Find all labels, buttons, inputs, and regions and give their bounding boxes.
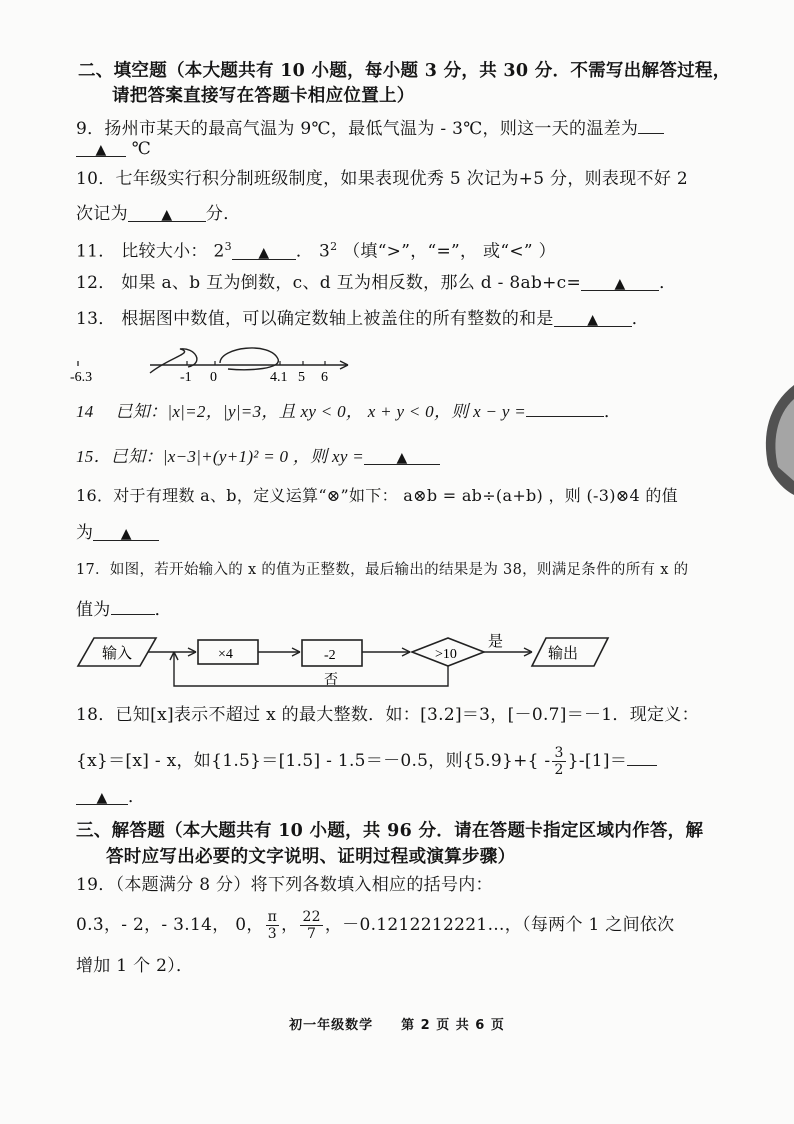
nl-label: 4.1: [270, 370, 288, 385]
flow-yes-label: 是: [488, 634, 504, 650]
section3-title-line2: 答时应写出必要的文字说明、证明过程或演算步骤）: [106, 847, 516, 867]
q19-n2: ，- 2，- 3.14， 0，: [103, 915, 264, 935]
q11-answer-blank: [232, 241, 296, 260]
q18-fraction: [552, 745, 565, 778]
q11-text: [76, 236, 556, 263]
q19-pi-num: π: [267, 909, 278, 925]
q11-exp1: 3: [224, 240, 232, 253]
q11-base2: 3: [318, 241, 331, 262]
q17-text: 值为: [76, 600, 111, 620]
q18-line2: [76, 745, 657, 778]
q18-answer-blank: [76, 786, 128, 805]
nl-label: -6.3: [70, 370, 93, 385]
q16-answer-blank: [93, 522, 159, 541]
flowchart-figure: [70, 628, 700, 692]
q18-frac-num: 3: [554, 745, 564, 761]
section2-title-line2: 请把答案直接写在答题卡相应位置上）: [112, 86, 415, 106]
q9-text: [76, 115, 664, 140]
nl-label: 0: [210, 370, 217, 385]
scan-edge-shadow: [758, 385, 794, 495]
q11-text-a: 11． 比较大小：: [76, 241, 208, 262]
q9-unit: ℃: [131, 139, 152, 159]
q11-exp2: 2: [330, 240, 338, 253]
q10-text-a: 次记为: [76, 204, 128, 224]
q14-end: ．: [604, 402, 622, 422]
footer-page-number: 第 2 页 共 6 页: [401, 1018, 505, 1033]
nl-label: 6: [321, 370, 328, 385]
q10-answer-blank: [128, 203, 206, 222]
q11-base1: 2: [213, 241, 225, 262]
q18-end: ．: [128, 787, 146, 807]
q18-line1: 18．已知[x]表示不超过 x 的最大整数．如：[3.2]＝3，[－0.7]＝－1．现定义：: [76, 705, 699, 725]
q19-pi-den: 3: [267, 926, 277, 942]
q16-line2: [76, 522, 159, 544]
q19-line3: 增加 1 个 2）．: [76, 956, 194, 976]
q18-text-b: }-[1]＝: [567, 751, 628, 771]
q15-answer-blank: [364, 446, 440, 465]
q14-statement: 14 已知：|x|=2，|y|=3，且 xy < 0， x + y < 0，则 x − y =: [76, 402, 527, 421]
q19-n3: ，－0.1212212221…，（每两个 1 之间依次: [324, 915, 675, 935]
flow-subtract-label: -2: [324, 648, 336, 663]
q18-answer-line: [76, 786, 145, 808]
q12-answer-blank: [581, 272, 659, 291]
nl-cover-right: [220, 348, 278, 370]
flow-no-label: 否: [324, 673, 338, 688]
q13-text-a: 13． 根据图中数值，可以确定数轴上被盖住的所有整数的和是: [76, 309, 554, 329]
q14-text: [76, 398, 621, 423]
answer-triangle-icon: ▲: [396, 450, 408, 466]
q13-answer-blank: [554, 308, 632, 327]
q17-line1: 17．如图，若开始输入的 x 的值为正整数，最后输出的结果是为 38，则满足条件的所有 x 的: [76, 562, 689, 578]
answer-triangle-icon: ▲: [587, 312, 599, 328]
q13-end: ．: [631, 309, 650, 329]
flow-input-label: 输入: [102, 646, 133, 662]
q16-line1: 16．对于有理数 a、b，定义运算“⊗”如下： a⊗b = ab÷(a+b) ，则 (-3)⊗4 的值: [76, 486, 678, 505]
q9-answer-blank: [76, 138, 126, 157]
answer-triangle-icon: ▲: [120, 526, 132, 542]
q9-answer-line: [76, 138, 151, 160]
q19-22-7-fraction: [300, 909, 322, 942]
q19-line1: 19．（本题满分 8 分）将下列各数填入相应的括号内：: [76, 875, 493, 895]
q9-blank-a: [638, 115, 664, 134]
q12-end: ．: [659, 273, 677, 293]
answer-triangle-icon: ▲: [95, 142, 107, 158]
q11-text-b: （填“>”，“=”， 或“<” ）: [343, 241, 556, 262]
answer-triangle-icon: ▲: [258, 244, 270, 261]
q19-pi-fraction: [266, 909, 280, 942]
section2-title: 二、填空题（本大题共有 10 小题，每小题 3 分，共 30 分．不需写出解答过程，: [78, 61, 731, 81]
q18-blank-a: [627, 747, 657, 766]
answer-triangle-icon: ▲: [614, 276, 626, 292]
number-line-figure: [70, 345, 370, 385]
q19-f-den: 7: [307, 926, 317, 942]
q19-line2: [76, 905, 674, 945]
q14-answer-blank: [526, 398, 604, 417]
q17-end: ．: [154, 600, 172, 620]
section3-title: 三、解答题（本大题共有 10 小题，共 96 分．请在答题卡指定区域内作答，解: [76, 821, 704, 841]
q15-statement: 15．已知：|x−3|+(y+1)² = 0 ，则 xy =: [76, 447, 365, 466]
flow-condition-label: >10: [435, 647, 457, 662]
q10-line2: [76, 203, 241, 225]
q10-line1: 10．七年级实行积分制班级制度，如果表现优秀 5 次记为+5 分，则表现不好 2: [76, 169, 688, 189]
q19-f-num: 22: [302, 909, 321, 925]
flow-output-label: 输出: [548, 646, 579, 662]
q17-line2: [76, 596, 172, 621]
q12-text: [76, 272, 676, 294]
answer-triangle-icon: ▲: [161, 207, 173, 223]
q17-answer-blank: [111, 596, 155, 615]
footer-subject: 初一年级数学: [289, 1018, 374, 1033]
q11-dot: ．: [295, 241, 314, 262]
q18-text-a: {x}＝[x] - x，如{1.5}＝[1.5] - 1.5＝－0.5，则{5.9}+{ -: [76, 751, 551, 771]
q15-text: [76, 446, 440, 468]
flow-multiply-label: ×4: [218, 647, 233, 662]
answer-triangle-icon: ▲: [96, 790, 108, 806]
q13-text: [76, 308, 649, 330]
q9-line1: 9．扬州市某天的最高气温为 9℃，最低气温为 - 3℃，则这一天的温差为: [76, 119, 639, 139]
q18-frac-den: 2: [554, 762, 564, 778]
nl-label: -1: [180, 370, 192, 385]
nl-label: 5: [298, 370, 305, 385]
q10-text-b: 分．: [205, 204, 241, 224]
page-footer: [0, 1014, 794, 1033]
q16-text: 为: [76, 523, 94, 543]
q12-text-a: 12． 如果 a、b 互为倒数，c、d 互为相反数，那么 d - 8ab+c=: [76, 273, 582, 293]
flow-loop-line: [174, 654, 448, 686]
q19-sep: ，: [281, 915, 299, 935]
q19-n1: 0.3̇: [76, 915, 104, 935]
